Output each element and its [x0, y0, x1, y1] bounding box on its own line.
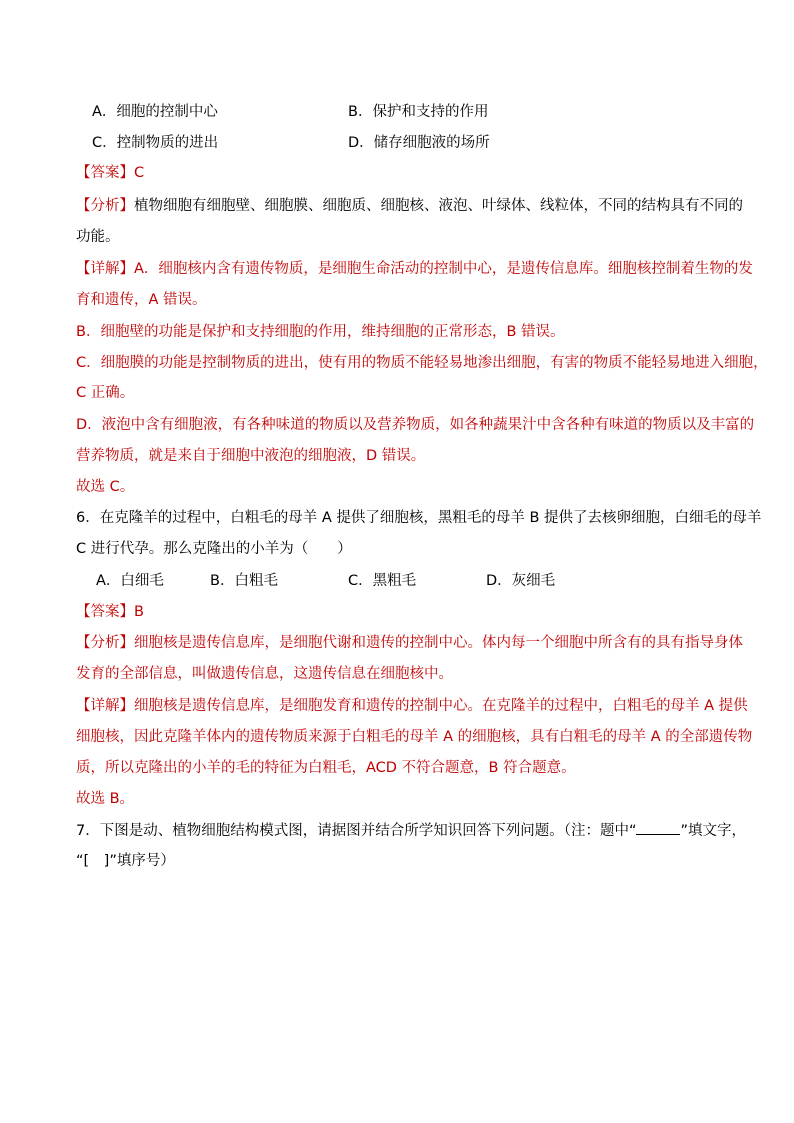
q5-analysis-line-2: 功能。 — [76, 229, 120, 245]
q7-stem-part-b: ”填文字， — [680, 823, 746, 839]
analysis-tag: 【分析】 — [76, 635, 134, 651]
answer-value: B — [134, 604, 144, 620]
q6-conclusion: 故选 B。 — [76, 791, 135, 807]
q6-stem-line-2: C 进行代孕。那么克隆出的小羊为（ ） — [76, 541, 352, 557]
q6-detail-line-1 — [76, 696, 748, 716]
q6-answer — [76, 602, 144, 622]
q6-option-a: A．白细毛 — [96, 573, 164, 589]
q5-detail-line-2: 育和遗传，A 错误。 — [76, 292, 207, 308]
detail-text: 细胞核是遗传信息库，是细胞发育和遗传的控制中心。在克隆羊的过程中，白粗毛的母羊 A 提供 — [134, 698, 748, 714]
q5-option-c: C．控制物质的进出 — [92, 135, 219, 151]
q5-conclusion: 故选 C。 — [76, 479, 135, 495]
q6-detail-line-2: 细胞核，因此克隆羊体内的遗传物质来源于白粗毛的母羊 A 的细胞核，具有白粗毛的母羊 A 的全部遗传物 — [76, 729, 753, 745]
q7-stem-line-1 — [76, 820, 746, 841]
answer-tag: 【答案】 — [76, 165, 134, 181]
detail-tag: 【详解】 — [76, 698, 134, 714]
q5-detail-d-2: 营养物质，就是来自于细胞中液泡的细胞液，D 错误。 — [76, 448, 426, 464]
analysis-text: 植物细胞有细胞壁、细胞膜、细胞质、细胞核、液泡、叶绿体、线粒体，不同的结构具有不同的 — [134, 198, 743, 214]
q7-stem-line-2: “[ ]”填序号） — [76, 853, 175, 869]
q7-stem-part-a: 7．下图是动、植物细胞结构模式图，请据图并结合所学知识回答下列问题。（注：题中“ — [76, 823, 637, 839]
fill-blank — [636, 820, 680, 835]
detail-tag: 【详解】 — [76, 261, 134, 277]
q6-option-d: D．灰细毛 — [486, 573, 556, 589]
q5-option-d: D．储存细胞液的场所 — [348, 135, 490, 151]
q6-option-c: C．黑粗毛 — [348, 573, 417, 589]
q5-option-b: B．保护和支持的作用 — [348, 104, 489, 120]
q5-answer — [76, 163, 144, 183]
q5-detail-d-1: D．液泡中含有细胞液，有各种味道的物质以及营养物质，如各种蔬果汁中含各种有味道的物质以及丰富的 — [76, 417, 755, 433]
detail-text: A．细胞核内含有遗传物质，是细胞生命活动的控制中心，是遗传信息库。细胞核控制着生物的发 — [134, 261, 753, 277]
q5-option-a: A．细胞的控制中心 — [92, 104, 218, 120]
q6-analysis-line-2: 发育的全部信息，叫做遗传信息，这遗传信息在细胞核中。 — [76, 666, 453, 682]
q5-detail-c-2: C 正确。 — [76, 385, 135, 401]
q6-stem-line-1: 6．在克隆羊的过程中，白粗毛的母羊 A 提供了细胞核，黑粗毛的母羊 B 提供了去核卵细胞，白细毛的母羊 — [76, 510, 762, 526]
q5-analysis-line-1 — [76, 196, 743, 216]
analysis-tag: 【分析】 — [76, 198, 134, 214]
answer-tag: 【答案】 — [76, 604, 134, 620]
q5-detail-c-1: C．细胞膜的功能是控制物质的进出，使有用的物质不能轻易地渗出细胞，有害的物质不能轻易地进入细胞， — [76, 355, 768, 371]
q6-detail-line-3: 质，所以克隆出的小羊的毛的特征为白粗毛，ACD 不符合题意，B 符合题意。 — [76, 760, 576, 776]
q5-detail-b: B．细胞壁的功能是保护和支持细胞的作用，维持细胞的正常形态，B 错误。 — [76, 324, 565, 340]
analysis-text: 细胞核是遗传信息库，是细胞代谢和遗传的控制中心。体内每一个细胞中所含有的具有指导身体 — [134, 635, 743, 651]
q6-analysis-line-1 — [76, 633, 743, 653]
q5-detail-line-1 — [76, 259, 753, 279]
answer-value: C — [134, 165, 145, 181]
q6-option-b: B．白粗毛 — [210, 573, 278, 589]
